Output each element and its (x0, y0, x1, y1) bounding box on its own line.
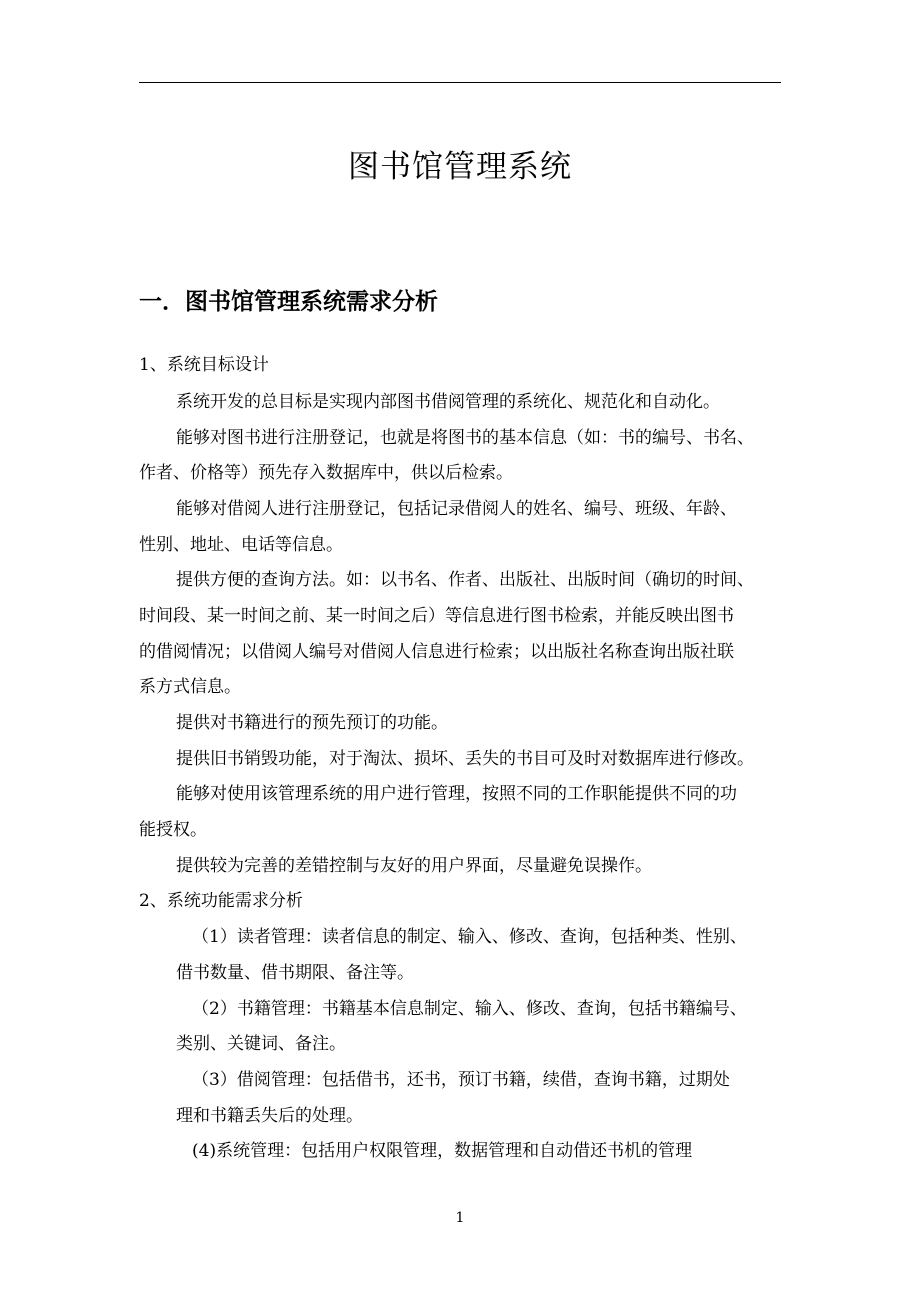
list-item-line: 类别、关键词、备注。 (176, 1034, 346, 1054)
paragraph-line: 提供旧书销毁功能，对于淘汰、损坏、丢失的书目可及时对数据库进行修改。 (176, 749, 754, 769)
paragraph-line: 能授权。 (139, 820, 207, 840)
list-item-line: （2）书籍管理：书籍基本信息制定、输入、修改、查询，包括书籍编号、 (192, 999, 747, 1019)
list-item-line: 借书数量、借书期限、备注等。 (176, 963, 414, 983)
document-title: 图书馆管理系统 (348, 149, 572, 185)
list-item-line: （3）借阅管理：包括借书，还书，预订书籍，续借，查询书籍，过期处 (192, 1070, 730, 1090)
paragraph-line: 性别、地址、电话等信息。 (139, 535, 343, 555)
paragraph-line: 提供对书籍进行的预先预订的功能。 (176, 713, 448, 733)
list-item-line: 理和书籍丢失后的处理。 (176, 1106, 363, 1126)
paragraph-line: 能够对借阅人进行注册登记，包括记录借阅人的姓名、编号、班级、年龄、 (176, 499, 737, 519)
paragraph-line: 作者、价格等）预先存入数据库中，供以后检索。 (139, 463, 513, 483)
list-item-line: （1）读者管理：读者信息的制定、输入、修改、查询，包括种类、性别、 (192, 927, 747, 947)
paragraph-line: 提供较为完善的差错控制与友好的用户界面，尽量避免误操作。 (176, 856, 652, 876)
paragraph-line: 系统开发的总目标是实现内部图书借阅管理的系统化、规范化和自动化。 (176, 392, 720, 412)
paragraph-line: 时间段、某一时间之前、某一时间之后）等信息进行图书检索，并能反映出图书 (139, 606, 734, 626)
section-heading: 一．图书馆管理系统需求分析 (139, 289, 438, 315)
paragraph-line: 提供方便的查询方法。如：以书名、作者、出版社、出版时间（确切的时间、 (176, 570, 754, 590)
paragraph-line: 能够对使用该管理系统的用户进行管理，按照不同的工作职能提供不同的功 (176, 784, 737, 804)
header-rule (139, 82, 781, 83)
subsection-heading-goals: 1、系统目标设计 (139, 355, 269, 375)
list-item-line: (4)系统管理：包括用户权限管理，数据管理和自动借还书机的管理 (192, 1141, 693, 1161)
paragraph-line: 系方式信息。 (139, 677, 241, 697)
subsection-heading-functions: 2、系统功能需求分析 (139, 891, 303, 911)
page-number: 1 (455, 1210, 465, 1226)
paragraph-line: 能够对图书进行注册登记，也就是将图书的基本信息（如：书的编号、书名、 (176, 428, 754, 448)
paragraph-line: 的借阅情况；以借阅人编号对借阅人信息进行检索；以出版社名称查询出版社联 (139, 642, 734, 662)
